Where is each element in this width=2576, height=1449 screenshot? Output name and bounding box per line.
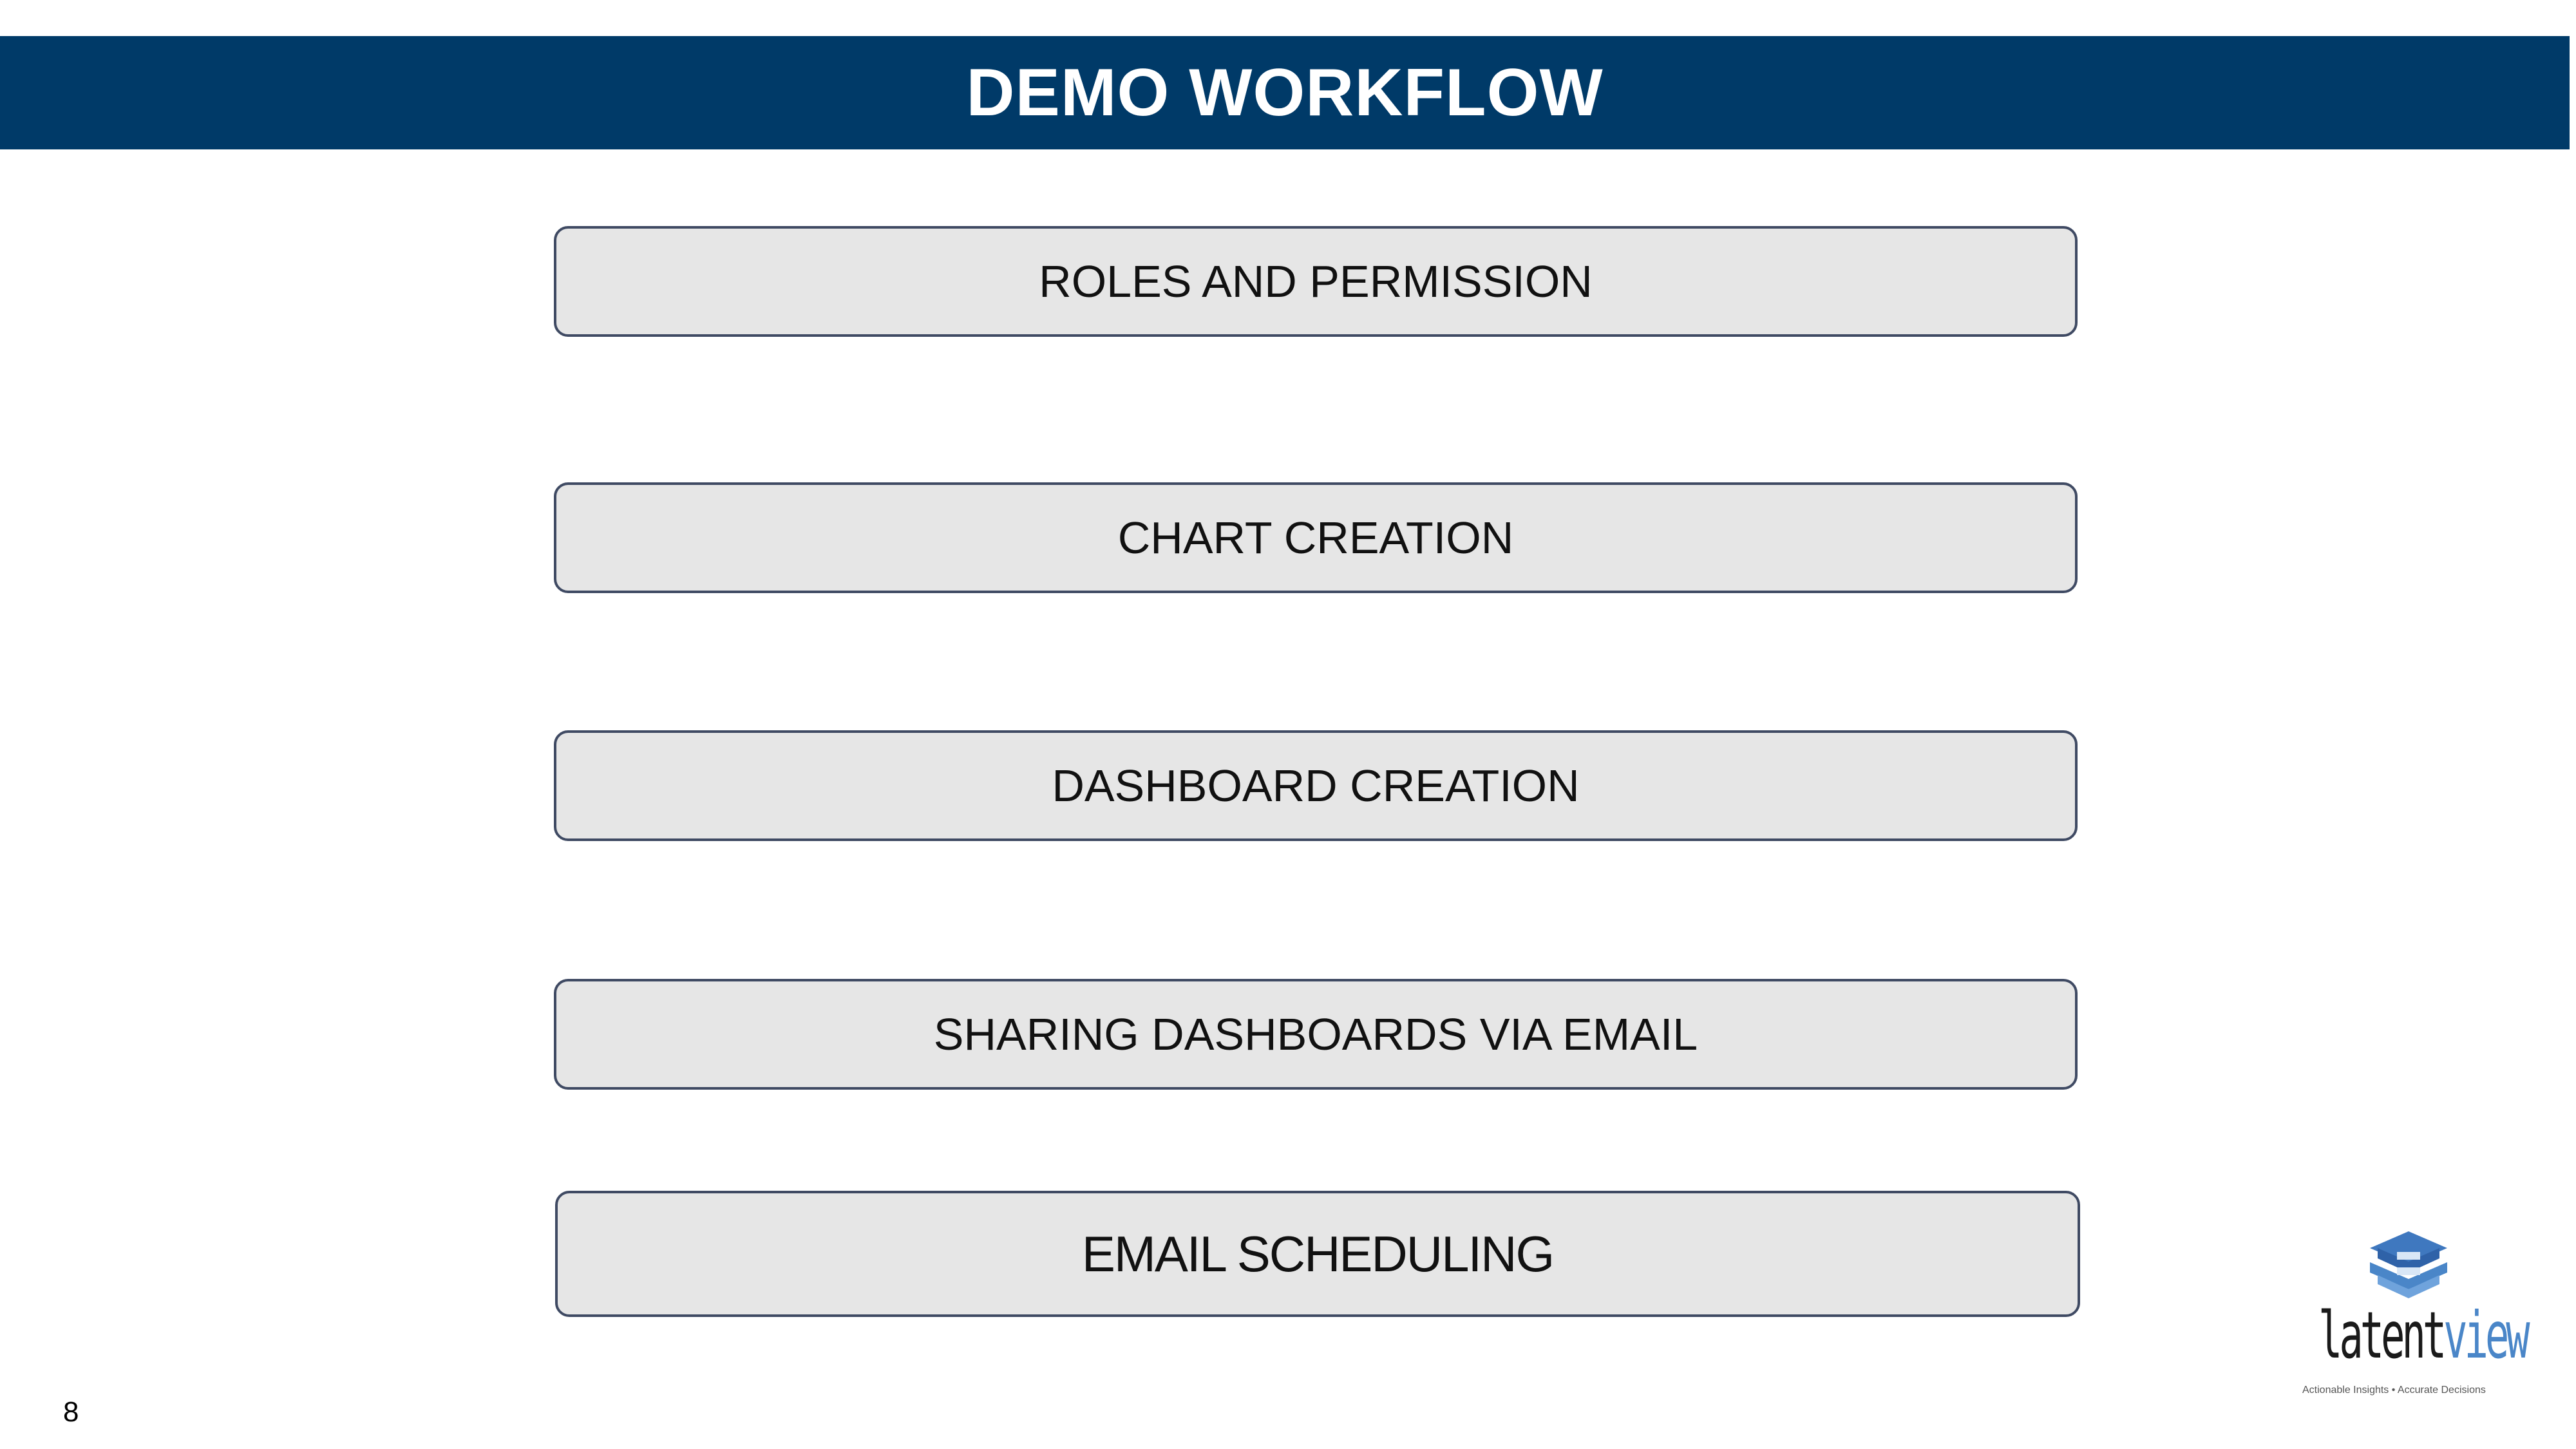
workflow-step-label: DASHBOARD CREATION bbox=[1052, 761, 1580, 811]
workflow-step-email-scheduling[interactable] bbox=[555, 1191, 2080, 1317]
workflow-step-label: EMAIL SCHEDULING bbox=[1081, 1225, 1554, 1282]
latentview-wordmark bbox=[2318, 1298, 2527, 1373]
workflow-step-roles-and-permission[interactable] bbox=[554, 226, 2078, 337]
latentview-cube-icon bbox=[2363, 1230, 2454, 1301]
page-title: DEMO WORKFLOW bbox=[966, 55, 1604, 130]
wordmark-latent: latent bbox=[2318, 1298, 2444, 1373]
workflow-step-label: CHART CREATION bbox=[1117, 513, 1514, 563]
wordmark-view: view bbox=[2443, 1298, 2527, 1373]
workflow-step-label: ROLES AND PERMISSION bbox=[1039, 256, 1593, 307]
workflow-step-sharing-dashboards[interactable] bbox=[554, 979, 2078, 1090]
workflow-step-label: SHARING DASHBOARDS VIA EMAIL bbox=[933, 1009, 1698, 1059]
workflow-step-chart-creation[interactable] bbox=[554, 482, 2078, 593]
page-number: 8 bbox=[63, 1396, 79, 1428]
header-bar bbox=[0, 36, 2570, 149]
logo-tagline: Actionable Insights • Accurate Decisions bbox=[2302, 1385, 2486, 1396]
workflow-step-dashboard-creation[interactable] bbox=[554, 730, 2078, 841]
latentview-logo bbox=[2293, 1224, 2527, 1404]
